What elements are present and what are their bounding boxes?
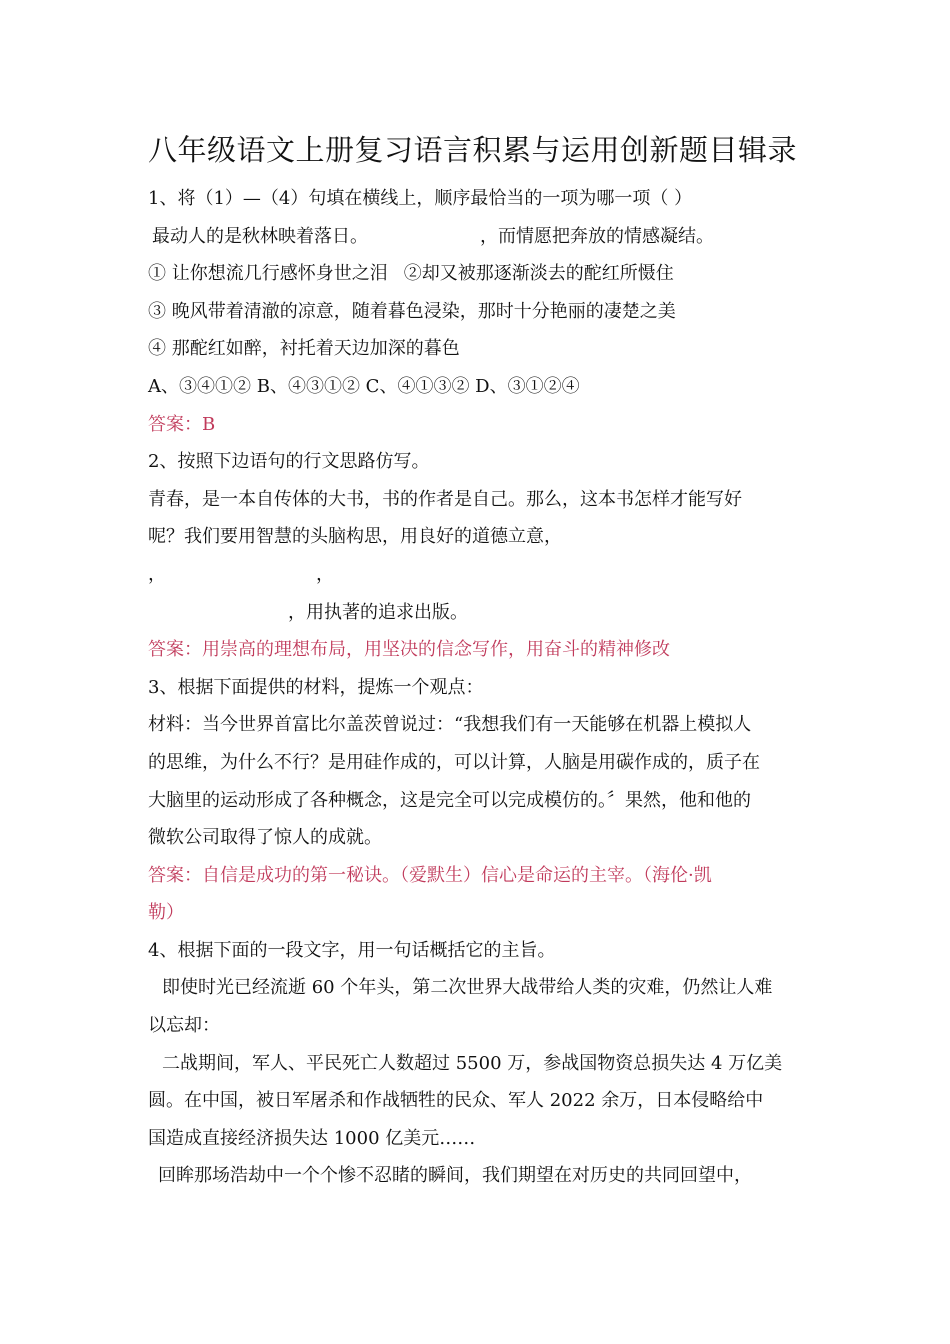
q3-material-line-3: 大脑里的运动形成了各种概念，这是完全可以完成模仿的。〞果然，他和他的: [148, 789, 751, 811]
q2-text-line-2: 呢？我们要用智慧的头脑构思，用良好的道德立意，: [148, 526, 562, 548]
q2-prompt: 2、按照下边语句的行文思路仿写。: [148, 451, 430, 473]
q2-ending: ，用执著的追求出版。: [288, 601, 468, 623]
q3-material-line-4: 微软公司取得了惊人的成就。: [148, 827, 382, 849]
q3-material-line-2: 的思维，为什么不行？是用硅作成的，可以计算，人脑是用碳作成的，质子在: [148, 751, 760, 773]
q3-prompt: 3、根据下面提供的材料，提炼一个观点：: [148, 676, 484, 698]
q1-sentence-start: 最动人的是秋林映着落日。: [152, 225, 368, 247]
q4-paragraph-2-line-3: 国造成直接经济损失达 1000 亿美元……: [148, 1127, 476, 1149]
q2-blank-row: [148, 556, 808, 594]
q1-option-4: ④ 那酡红如醉，衬托着天边加深的暮色: [148, 338, 460, 360]
q4-paragraph-3-line-1: 回眸那场浩劫中一个个惨不忍睹的瞬间，我们期望在对历史的共同回望中，: [158, 1165, 752, 1187]
q1-option-2: ②却又被那逐渐淡去的酡红所慑住: [403, 263, 674, 285]
q1-choices: A、③④①② B、④③①② C、④①③② D、③①②④: [148, 375, 580, 397]
q2-comma-1: ，: [148, 563, 166, 585]
q1-sentence-end: ，而情愿把奔放的情感凝结。: [480, 225, 714, 247]
q1-prompt: 1、将（1）—（4）句填在横线上，顺序最恰当的一项为哪一项（ ）: [148, 188, 693, 209]
q1-option-1: ① 让你想流几行感怀身世之泪: [148, 263, 388, 285]
document-title: 八年级语文上册复习语言积累与运用创新题目辑录: [148, 133, 798, 167]
q4-paragraph-2-line-1: 二战期间，军人、平民死亡人数超过 5500 万，参战国物资总损失达 4 万亿美: [162, 1052, 783, 1074]
document-body: [148, 180, 808, 1195]
q3-answer-line-1: 答案：自信是成功的第一秘诀。（爱默生）信心是命运的主宰。（海伦·凯: [148, 864, 712, 886]
q4-paragraph-1-line-2: 以忘却：: [148, 1015, 220, 1037]
q2-answer: 答案：用崇高的理想布局，用坚决的信念写作，用奋斗的精神修改: [148, 639, 670, 661]
q4-prompt: 4、根据下面的一段文字，用一句话概括它的主旨。: [148, 939, 556, 961]
q1-sentence: [148, 218, 808, 256]
q1-option-3: ③ 晚风带着清澈的凉意，随着暮色浸染，那时十分艳丽的凄楚之美: [148, 300, 676, 322]
q4-paragraph-2-line-2: 圆。在中国，被日军屠杀和作战牺牲的民众、军人 2022 余万，日本侵略给中: [148, 1090, 764, 1112]
q4-paragraph-1-line-1: 即使时光已经流逝 60 个年头，第二次世界大战带给人类的灾难，仍然让人难: [162, 977, 773, 999]
q2-text-line-1: 青春，是一本自传体的大书，书的作者是自己。那么，这本书怎样才能写好: [148, 488, 742, 510]
q2-ending-row: [148, 594, 808, 632]
q1-options-row-1: [148, 255, 808, 293]
q1-answer: 答案：B: [148, 413, 216, 435]
q2-comma-2: ，: [316, 563, 334, 585]
q3-material-line-1: 材料：当今世界首富比尔盖茨曾说过：“我想我们有一天能够在机器上模拟人: [148, 714, 752, 736]
q3-answer-line-2: 勒）: [148, 902, 184, 924]
